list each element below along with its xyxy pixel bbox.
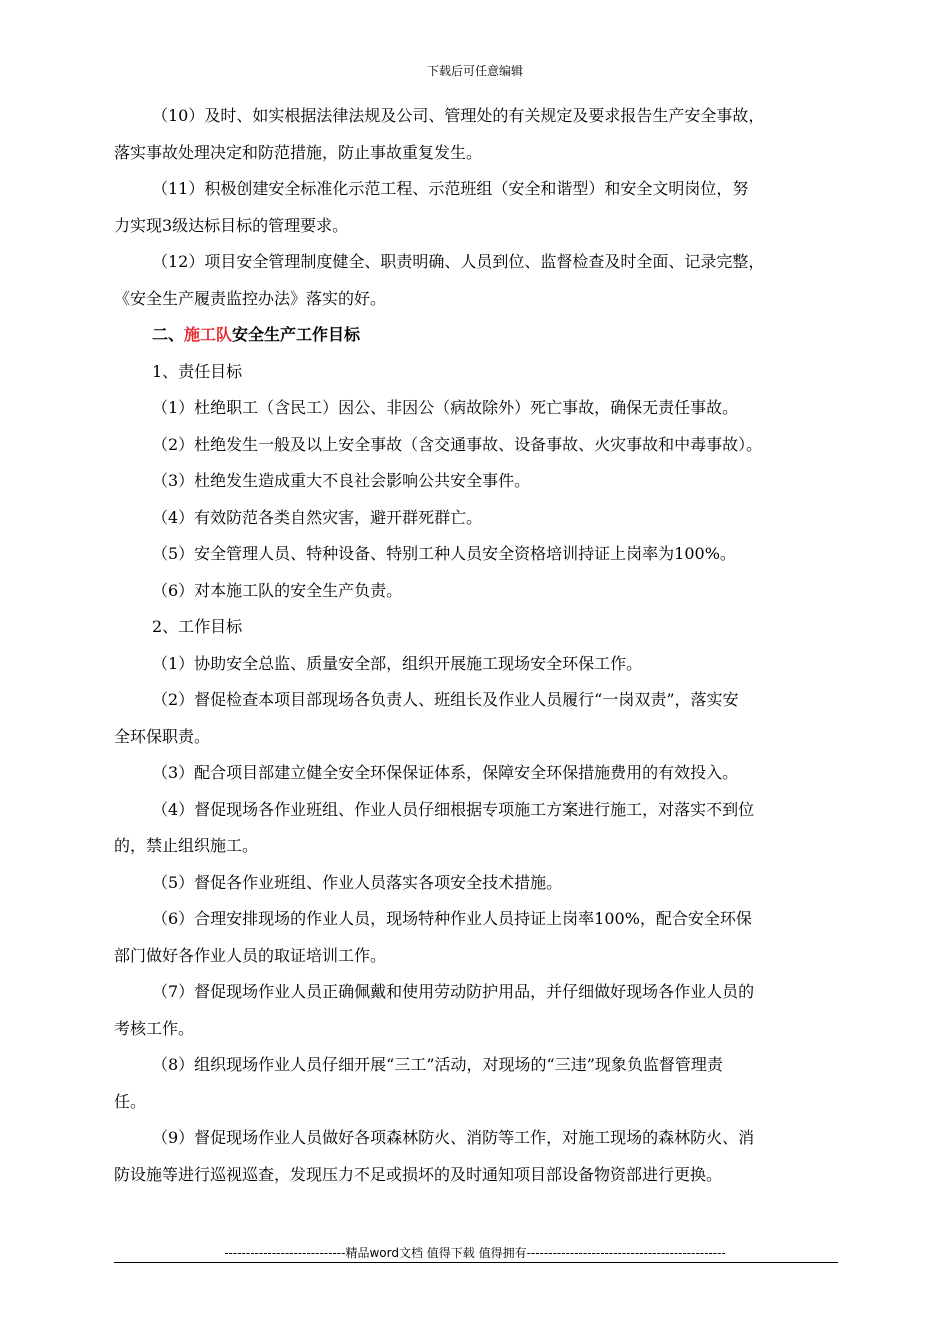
list-item: （4）督促现场各作业班组、作业人员仔细根据专项施工方案进行施工，对落实不到位 [152,799,755,819]
section-highlight: 施工队 [184,325,233,344]
paragraph-continuation: 落实事故处理决定和防范措施，防止事故重复发生。 [114,142,483,162]
footer-rule [114,1262,838,1263]
paragraph: （10）及时、如实根据法律法规及公司、管理处的有关规定及要求报告生产安全事故， [152,106,765,125]
section-heading [114,317,872,354]
list-item: （1）协助安全总监、质量安全部，组织开展施工现场安全环保工作。 [152,653,643,673]
section-prefix: 二、 [152,325,185,344]
list-item: （8）组织现场作业人员仔细开展“三工”活动，对现场的“三违”现象负监督管理责 [152,1055,723,1074]
list-item: （6）对本施工队的安全生产负责。 [152,580,403,600]
list-item: （5）督促各作业班组、作业人员落实各项安全技术措施。 [152,872,563,892]
paragraph-continuation: 《安全生产履责监控办法》落实的好。 [114,288,387,308]
document-body [114,98,872,1193]
list-item: （6）合理安排现场的作业人员，现场特种作业人员持证上岗率100%，配合安全环保 [152,909,752,928]
subsection-title: 2、工作目标 [152,617,243,636]
list-item-continuation: 部门做好各作业人员的取证培训工作。 [114,945,387,965]
footer-text: ----------------------------精品word文档 值得下载 值得拥有---------------------------------------------- [224,1246,726,1260]
list-item-continuation: 任。 [114,1091,147,1111]
list-item: （2）督促检查本项目部现场各负责人、班组长及作业人员履行“一岗双责”，落实安 [152,690,739,709]
list-item: （3）杜绝发生造成重大不良社会影响公共安全事件。 [152,471,531,490]
list-item-continuation: 考核工作。 [114,1018,195,1038]
list-item: （5）安全管理人员、特种设备、特别工种人员安全资格培训持证上岗率为100%。 [152,544,736,563]
list-item: （3）配合项目部建立健全安全环保保证体系，保障安全环保措施费用的有效投入。 [152,763,739,782]
list-item: （9）督促现场作业人员做好各项森林防火、消防等工作，对施工现场的森林防火、消 [152,1128,755,1147]
section-suffix: 安全生产工作目标 [232,325,361,344]
paragraph: （12）项目安全管理制度健全、职责明确、人员到位、监督检查及时全面、记录完整， [152,252,765,271]
subsection-title: 1、责任目标 [152,361,243,381]
paragraph-continuation: 力实现3级达标目标的管理要求。 [114,215,349,235]
list-item: （7）督促现场作业人员正确佩戴和使用劳动防护用品，并仔细做好现场各作业人员的 [152,982,755,1001]
list-item: （2）杜绝发生一般及以上安全事故（含交通事故、设备事故、火灾事故和中毒事故）。 [152,434,763,454]
list-item-continuation: 防设施等进行巡视巡查，发现压力不足或损坏的及时通知项目部设备物资部进行更换。 [114,1164,723,1184]
list-item: （4）有效防范各类自然灾害，避开群死群亡。 [152,507,483,527]
header-note: 下载后可任意编辑 [426,64,523,78]
paragraph: （11）积极创建安全标准化示范工程、示范班组（安全和谐型）和安全文明岗位，努 [152,179,749,198]
list-item-continuation: 全环保职责。 [114,726,211,746]
list-item: （1）杜绝职工（含民工）因公、非因公（病故除外）死亡事故，确保无责任事故。 [152,398,739,417]
list-item-continuation: 的，禁止组织施工。 [114,836,259,855]
